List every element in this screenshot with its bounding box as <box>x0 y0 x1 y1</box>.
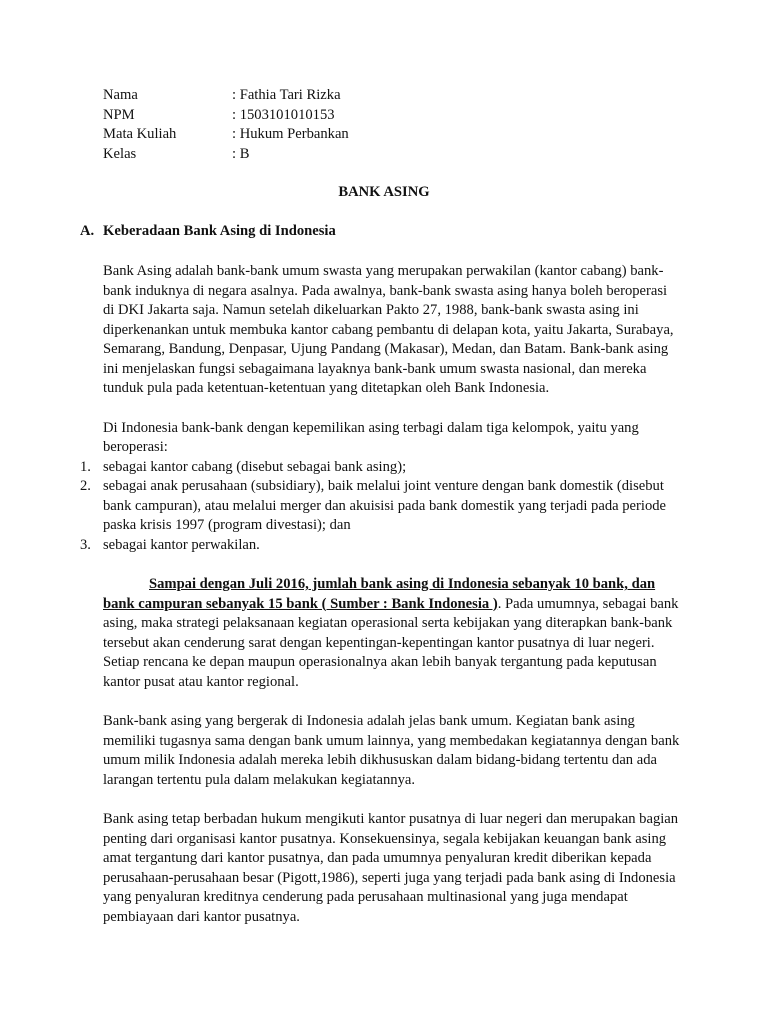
section-letter: A. <box>80 223 95 239</box>
list-number: 2. <box>80 478 91 494</box>
ownership-groups-list <box>80 458 681 556</box>
section-heading <box>80 222 336 242</box>
list-item-text: sebagai kantor perwakilan. <box>103 536 260 553</box>
section-heading-text: Keberadaan Bank Asing di Indonesia <box>103 223 336 239</box>
info-row-nama <box>103 86 349 106</box>
paragraph-definition: Bank Asing adalah bank-bank umum swasta yang merupakan perwakilan (kantor cabang) bank-bank induknya di negara asalnya. Pada awalnya, bank-bank swasta asing hanya boleh beroperasi di DKI Jakarta saja. Namun setelah dikeluarkan Pakto 27, 1988, bank-bank swasta asing ini diperkenankan untuk membuka kantor cabang pembantu di delapan kota, yaitu Jakarta, Surabaya, Semarang, Bandung, Denpasar, Ujung Pandang (Makasar), Medan, dan Batam. Bank-bank asing ini menjelaskan fungsi sebagaimana layaknya bank-bank umum swasta nasional, dan mereka tunduk pula pada ketentuan-ketentuan yang ditetapkan oleh Bank Indonesia. <box>103 263 674 396</box>
paragraph-statistics <box>103 575 681 692</box>
student-info-block <box>103 86 349 164</box>
info-row-kelas <box>103 145 349 165</box>
info-value: : B <box>232 145 250 162</box>
info-value: : Fathia Tari Rizka <box>232 87 341 103</box>
info-value: : 1503101010153 <box>232 106 335 123</box>
info-label: Kelas <box>103 145 137 162</box>
paragraph-legal-status: Bank asing tetap berbadan hukum mengikuti kantor pusatnya di luar negeri dan merupakan bagian penting dari organisasi kantor pusatnya. Konsekuensinya, segala kebijakan keuangan bank asing amat tergantung dari kantor pusatnya, dan pada umumnya penyaluran kredit diberikan kepada perusahaan-perusahaan besar (Pigott,1986), seperti juga yang terjadi pada bank asing di Indonesia yang penyaluran kreditnya cenderung pada perusahaan multinasional yang juga mendapat pembiayaan dari kantor pusatnya. <box>103 811 679 925</box>
document-title: BANK ASING <box>338 184 430 200</box>
info-label: NPM <box>103 106 135 123</box>
list-item <box>80 477 681 536</box>
info-label: Mata Kuliah <box>103 126 177 142</box>
list-number: 3. <box>80 536 91 553</box>
info-label: Nama <box>103 87 138 103</box>
list-item-text: sebagai kantor cabang (disebut sebagai bank asing); <box>103 458 407 475</box>
highlighted-statistic: Sampai dengan Juli 2016, jumlah bank asing di Indonesia sebanyak 10 bank, dan bank campuran sebanyak 15 bank ( Sumber : Bank Indonesia ) <box>103 576 656 612</box>
info-row-npm <box>103 106 349 126</box>
paragraph-statistics-rest: . Pada umumnya, sebagai bank asing, maka strategi pelaksanaan kegiatan operasional serta kebijakan yang diterapkan bank-bank tersebut akan cenderung sarat dengan kepentingan-kepentingan kantor pusatnya di luar negeri. Setiap rencana ke depan maupun operasionalnya akan lebih banyak tergantung pada keputusan kantor pusat atau kantor regional. <box>103 595 679 690</box>
list-item <box>80 458 681 478</box>
paragraph-activities: Bank-bank asing yang bergerak di Indonesia adalah jelas bank umum. Kegiatan bank asing memiliki tugasnya sama dengan bank umum lainnya, yang membedakan kegiatannya dengan bank umum milik Indonesia adalah mereka lebih dikhususkan dalam bidang-bidang tertentu dan ada larangan tertentu pula dalam melakukan kegiatannya. <box>103 713 680 788</box>
list-number: 1. <box>80 458 91 475</box>
document-body <box>80 262 681 947</box>
list-item <box>80 536 681 556</box>
paragraph-groups-intro: Di Indonesia bank-bank dengan kepemilikan asing terbagi dalam tiga kelompok, yaitu yang beroperasi: <box>103 419 639 455</box>
info-value: : Hukum Perbankan <box>232 126 349 142</box>
info-row-mata-kuliah <box>103 125 349 145</box>
list-item-text: sebagai anak perusahaan (subsidiary), baik melalui joint venture dengan bank domestik (disebut bank campuran), atau melalui merger dan akuisisi pada bank domestik yang terjadi pada periode paska krisis 1997 (program divestasi); dan <box>103 478 667 533</box>
